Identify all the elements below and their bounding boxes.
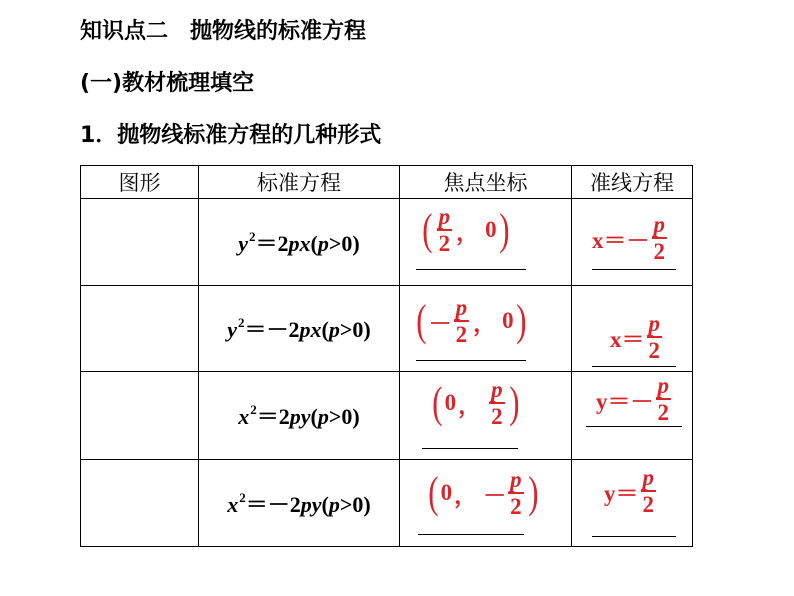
focus-cell [400,460,572,547]
answer-underline [586,426,682,427]
header-focus: 焦点坐标 [400,166,572,199]
figure-cell [81,460,199,547]
parabola-forms-table [80,165,693,547]
fraction: $\frac{p}{2}$ [510,467,522,519]
section-heading: (一)教材梳理填空 [80,71,255,96]
fraction: $\frac{p}{2}$ [438,204,451,256]
focus-cell [400,372,572,460]
header-directrix: 准线方程 [572,166,693,199]
answer-underline [418,534,524,535]
focus-answer: ( $\frac{p}{2}$ ， 0 ) [422,204,510,256]
header-figure: 图形 [81,166,199,199]
directrix-cell [572,460,693,547]
directrix-answer: x＝ $\frac{p}{2}$ [610,311,660,363]
directrix-cell [572,199,693,286]
focus-cell [400,199,572,286]
fraction: $\frac{p}{2}$ [648,311,660,363]
answer-underline [416,360,526,361]
topic-heading: 知识点二 抛物线的标准方程 [80,19,367,44]
answer-underline [592,269,676,270]
focus-cell [400,286,572,372]
directrix-answer: y＝ $\frac{p}{2}$ [604,465,654,517]
answer-underline [422,448,518,449]
figure-cell [81,372,199,460]
item-heading: 1．抛物线标准方程的几种形式 [80,123,382,148]
fraction: $\frac{p}{2}$ [491,377,503,429]
figure-cell [81,199,199,286]
fraction: $\frac{p}{2}$ [653,212,665,264]
answer-underline [416,269,526,270]
fraction: $\frac{p}{2}$ [455,295,468,347]
table-row [81,372,693,460]
fraction: $\frac{p}{2}$ [657,373,669,425]
standard-equation: $x^2=-2py(p>0)$ [199,460,400,547]
header-standard-equation: 标准方程 [199,166,400,199]
focus-answer: ( 0 ， $\frac{p}{2}$ ) [432,377,520,429]
answer-underline [592,366,676,367]
table-row [81,460,693,547]
table-row [81,199,693,286]
standard-equation: $y^2=-2px(p>0)$ [199,286,400,372]
answer-underline [592,536,676,537]
directrix-answer: x＝－ $\frac{p}{2}$ [592,212,665,264]
directrix-cell [572,286,693,372]
table-row [81,286,693,372]
table-header-row [81,166,693,199]
standard-equation: $y^2=2px(p>0)$ [199,199,400,286]
standard-equation: $x^2=2py(p>0)$ [199,372,400,460]
directrix-cell [572,372,693,460]
focus-answer: ( 0 ， － $\frac{p}{2}$ ) [428,467,539,519]
figure-cell [81,286,199,372]
directrix-answer: y＝－ $\frac{p}{2}$ [596,373,669,425]
focus-answer: ( － $\frac{p}{2}$ ， 0 ) [416,295,527,347]
fraction: $\frac{p}{2}$ [642,465,654,517]
